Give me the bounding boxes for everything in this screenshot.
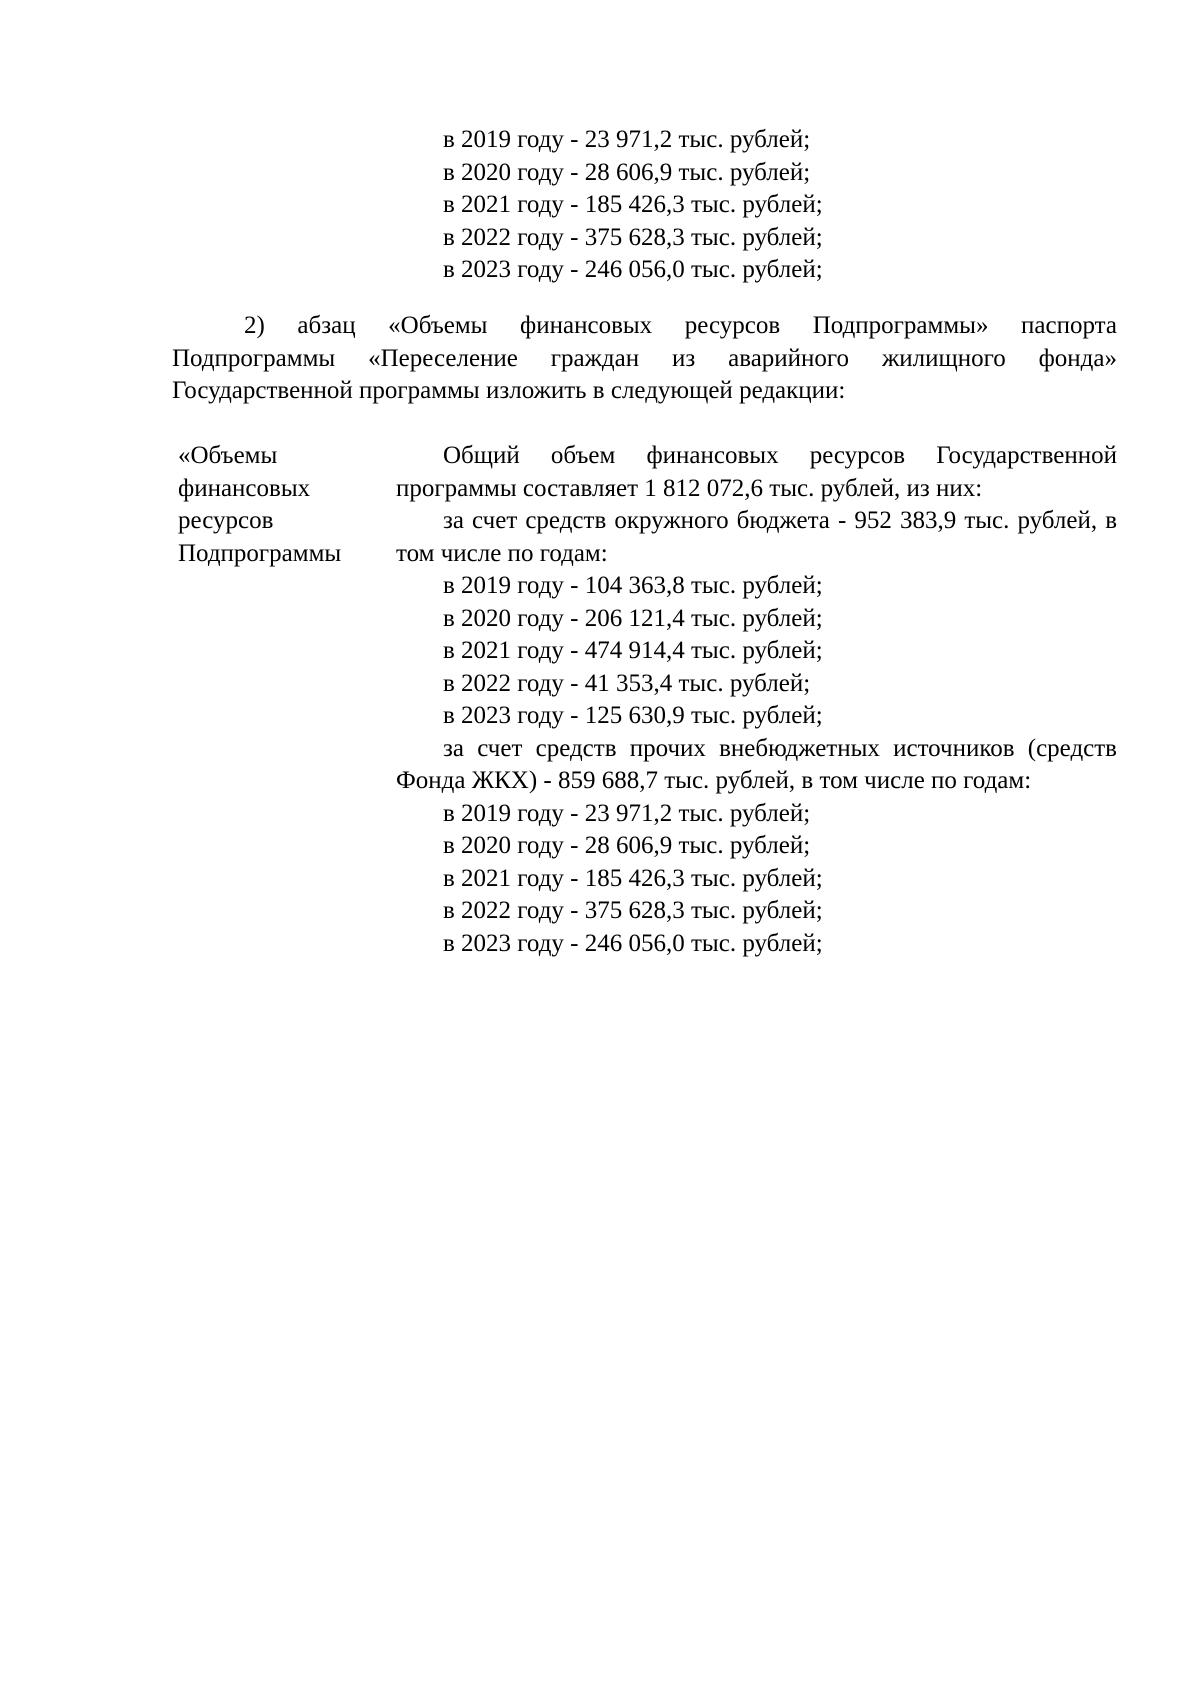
list-item: в 2020 году - 28 606,9 тыс. рублей; [443, 158, 811, 186]
list-item: в 2020 году - 206 121,4 тыс. рублей; [443, 604, 823, 632]
list-item: в 2022 году - 375 628,3 тыс. рублей; [443, 223, 823, 251]
list-item: в 2022 году - 375 628,3 тыс. рублей; [443, 897, 823, 924]
label-line: Подпрограммы [178, 539, 342, 567]
list-item: в 2021 году - 185 426,3 тыс. рублей; [443, 864, 823, 892]
extrabudget-paragraph: за счет средств прочих внебюджетных источников (средств Фонда ЖКХ) - 859 688,7 тыс. рублей, в том числе по годам: [396, 734, 1117, 794]
list-item: в 2022 году - 41 353,4 тыс. рублей; [443, 669, 811, 697]
amendment-paragraph [172, 310, 1117, 408]
list-item: в 2019 году - 104 363,8 тыс. рублей; [443, 572, 823, 599]
list-item: в 2020 году - 28 606,9 тыс. рублей; [443, 832, 811, 859]
top-year-list [443, 124, 943, 287]
label-line: «Объемы [178, 442, 278, 469]
label-line: ресурсов [178, 507, 274, 534]
passport-content [396, 440, 1117, 960]
list-item: в 2021 году - 474 914,4 тыс. рублей; [443, 637, 823, 664]
passport-label [178, 440, 378, 570]
list-item: в 2023 году - 125 630,9 тыс. рублей; [443, 702, 823, 729]
label-line: финансовых [178, 474, 311, 502]
list-item: в 2023 году - 246 056,0 тыс. рублей; [443, 929, 823, 957]
list-item: в 2019 году - 23 971,2 тыс. рублей; [443, 126, 811, 153]
district-budget-paragraph: за счет средств окружного бюджета - 952 383,9 тыс. рублей, в том числе по годам: [396, 507, 1117, 567]
extrabudget-year-list [396, 798, 1117, 961]
amendment-text: 2) абзац «Объемы финансовых ресурсов Подпрограммы» паспорта Подпрограммы «Переселение граждан из аварийного жилищного фонда» Государственной программы изложить в следующей редакции: [172, 312, 1117, 404]
list-item: в 2023 году - 246 056,0 тыс. рублей; [443, 256, 823, 283]
list-item: в 2021 году - 185 426,3 тыс. рублей; [443, 191, 823, 218]
list-item: в 2019 году - 23 971,2 тыс. рублей; [443, 799, 811, 827]
total-volume-paragraph: Общий объем финансовых ресурсов Государственной программы составляет 1 812 072,6 тыс. рублей, из них: [396, 442, 1117, 502]
district-year-list [396, 570, 1117, 733]
